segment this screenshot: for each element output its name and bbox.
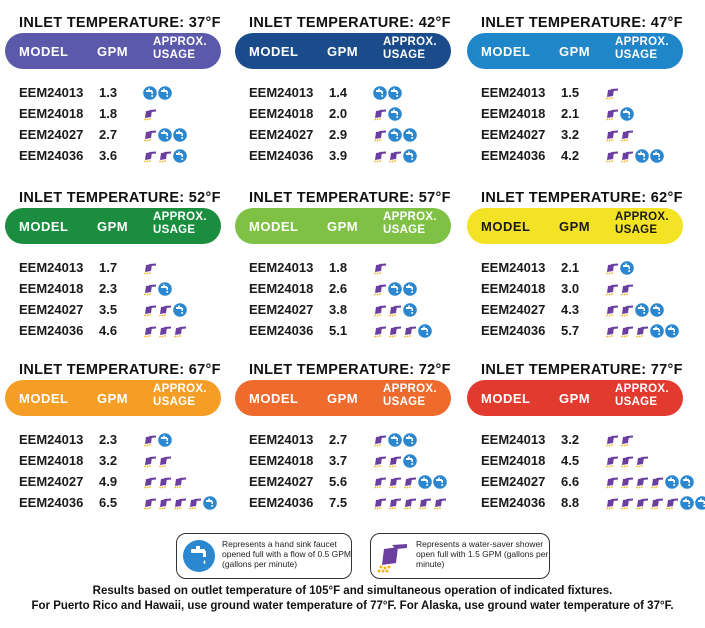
shower-icon — [605, 149, 619, 163]
gpm-cell: 4.6 — [99, 323, 118, 338]
model-cell: EEM24036 — [481, 495, 546, 510]
usage-icons — [605, 149, 664, 163]
faucet-icon — [680, 475, 694, 489]
usage-icons — [373, 86, 402, 100]
temperature-panel — [467, 15, 683, 175]
shower-icon — [373, 303, 387, 317]
gpm-cell: 5.1 — [329, 323, 348, 338]
usage-icons — [143, 107, 157, 121]
shower-icon — [143, 303, 157, 317]
usage-icons — [605, 303, 664, 317]
faucet-icon — [650, 149, 664, 163]
header-model: MODEL — [249, 391, 299, 406]
faucet-icon — [665, 324, 679, 338]
gpm-cell: 4.3 — [561, 302, 580, 317]
model-cell: EEM24013 — [19, 260, 84, 275]
shower-icon — [143, 496, 157, 510]
shower-icon — [158, 496, 172, 510]
usage-icons — [143, 282, 172, 296]
model-cell: EEM24018 — [19, 106, 84, 121]
gpm-cell: 2.1 — [561, 106, 580, 121]
model-cell: EEM24013 — [481, 85, 546, 100]
usage-icons — [143, 496, 217, 510]
shower-icon — [173, 496, 187, 510]
header-gpm: GPM — [327, 391, 359, 406]
model-cell: EEM24036 — [19, 148, 84, 163]
shower-icon — [373, 324, 387, 338]
usage-icons — [605, 282, 634, 296]
shower-icon — [373, 475, 387, 489]
model-cell: EEM24018 — [249, 106, 314, 121]
header-pill — [5, 33, 221, 69]
usage-icons — [605, 454, 649, 468]
header-usage: APPROX. USAGE — [383, 36, 437, 61]
shower-icon — [173, 475, 187, 489]
temperature-panel — [5, 15, 221, 175]
shower-icon — [158, 303, 172, 317]
shower-icon — [143, 324, 157, 338]
gpm-cell: 2.3 — [99, 432, 118, 447]
faucet-icon — [403, 128, 417, 142]
header-gpm: GPM — [327, 219, 359, 234]
shower-icon — [605, 454, 619, 468]
header-gpm: GPM — [559, 219, 591, 234]
header-pill — [467, 208, 683, 244]
usage-icons — [373, 324, 432, 338]
shower-icon — [373, 282, 387, 296]
gpm-cell: 1.3 — [99, 85, 118, 100]
faucet-icon — [173, 149, 187, 163]
model-cell: EEM24027 — [249, 302, 314, 317]
usage-icons — [373, 433, 417, 447]
shower-icon — [388, 149, 402, 163]
usage-icons — [143, 475, 187, 489]
model-cell: EEM24036 — [19, 495, 84, 510]
note-line-1: Results based on outlet temperature of 105°F and simultaneous operation of indicated fixtures. — [92, 585, 613, 597]
shower-icon — [650, 496, 664, 510]
header-gpm: GPM — [97, 391, 129, 406]
faucet-icon — [695, 496, 705, 510]
model-cell: EEM24027 — [249, 127, 314, 142]
faucet-icon — [173, 303, 187, 317]
shower-icon — [605, 496, 619, 510]
temperature-panel — [5, 190, 221, 350]
gpm-cell: 5.6 — [329, 474, 348, 489]
legend-faucet — [176, 533, 352, 579]
shower-icon — [665, 496, 679, 510]
shower-icon — [620, 454, 634, 468]
header-pill — [467, 33, 683, 69]
gpm-cell: 5.7 — [561, 323, 580, 338]
header-pill — [5, 380, 221, 416]
shower-icon — [143, 149, 157, 163]
faucet-icon — [158, 282, 172, 296]
panel-title: INLET TEMPERATURE: 62°F — [481, 190, 683, 206]
usage-icons — [373, 303, 417, 317]
shower-icon — [605, 86, 619, 100]
shower-icon — [188, 496, 202, 510]
gpm-cell: 3.8 — [329, 302, 348, 317]
usage-icons — [143, 303, 187, 317]
gpm-cell: 1.5 — [561, 85, 580, 100]
shower-icon — [388, 475, 402, 489]
shower-icon — [620, 149, 634, 163]
model-cell: EEM24027 — [19, 474, 84, 489]
usage-icons — [373, 107, 402, 121]
panel-title: INLET TEMPERATURE: 52°F — [19, 190, 221, 206]
shower-icon — [373, 261, 387, 275]
shower-icon — [373, 128, 387, 142]
shower-icon — [620, 128, 634, 142]
shower-icon — [605, 433, 619, 447]
faucet-icon — [388, 107, 402, 121]
shower-icon — [388, 303, 402, 317]
usage-icons — [605, 324, 679, 338]
shower-icon — [620, 303, 634, 317]
legend-shower — [370, 533, 550, 579]
temperature-panel — [467, 362, 683, 522]
model-cell: EEM24018 — [249, 453, 314, 468]
shower-icon — [373, 149, 387, 163]
gpm-cell: 3.6 — [99, 148, 118, 163]
header-usage: APPROX. USAGE — [615, 211, 669, 236]
faucet-icon — [158, 433, 172, 447]
faucet-icon — [403, 433, 417, 447]
faucet-icon — [403, 149, 417, 163]
shower-icon — [433, 496, 447, 510]
usage-icons — [605, 475, 694, 489]
model-cell: EEM24013 — [481, 432, 546, 447]
usage-icons — [605, 496, 705, 510]
model-cell: EEM24018 — [481, 106, 546, 121]
shower-icon — [158, 454, 172, 468]
gpm-cell: 4.9 — [99, 474, 118, 489]
gpm-cell: 1.7 — [99, 260, 118, 275]
gpm-cell: 2.3 — [99, 281, 118, 296]
model-cell: EEM24013 — [249, 432, 314, 447]
shower-icon — [143, 475, 157, 489]
header-model: MODEL — [249, 219, 299, 234]
gpm-cell: 1.8 — [99, 106, 118, 121]
model-cell: EEM24013 — [19, 432, 84, 447]
faucet-icon — [158, 86, 172, 100]
shower-icon — [143, 454, 157, 468]
usage-icons — [373, 282, 417, 296]
shower-icon — [605, 324, 619, 338]
shower-icon — [605, 475, 619, 489]
header-pill — [235, 380, 451, 416]
shower-icon — [403, 496, 417, 510]
panel-title: INLET TEMPERATURE: 47°F — [481, 15, 683, 31]
faucet-icon — [182, 539, 216, 573]
faucet-icon — [403, 282, 417, 296]
shower-icon — [403, 324, 417, 338]
shower-icon — [418, 496, 432, 510]
faucet-icon — [388, 128, 402, 142]
faucet-icon — [650, 303, 664, 317]
faucet-icon — [403, 303, 417, 317]
model-cell: EEM24027 — [19, 302, 84, 317]
model-cell: EEM24018 — [19, 453, 84, 468]
header-gpm: GPM — [97, 219, 129, 234]
header-usage: APPROX. USAGE — [153, 383, 207, 408]
shower-icon — [373, 454, 387, 468]
usage-icons — [143, 433, 172, 447]
model-cell: EEM24027 — [481, 127, 546, 142]
temperature-panel — [467, 190, 683, 350]
usage-icons — [373, 496, 447, 510]
faucet-icon — [143, 86, 157, 100]
usage-icons — [605, 107, 634, 121]
model-cell: EEM24027 — [481, 302, 546, 317]
panel-title: INLET TEMPERATURE: 42°F — [249, 15, 451, 31]
header-gpm: GPM — [327, 44, 359, 59]
faucet-icon — [388, 433, 402, 447]
header-model: MODEL — [481, 44, 531, 59]
shower-icon — [403, 475, 417, 489]
header-model: MODEL — [249, 44, 299, 59]
shower-icon — [143, 282, 157, 296]
model-cell: EEM24018 — [481, 453, 546, 468]
usage-icons — [143, 454, 172, 468]
gpm-cell: 8.8 — [561, 495, 580, 510]
header-model: MODEL — [19, 219, 69, 234]
faucet-icon — [665, 475, 679, 489]
header-usage: APPROX. USAGE — [153, 211, 207, 236]
header-usage: APPROX. USAGE — [615, 36, 669, 61]
faucet-icon — [403, 454, 417, 468]
shower-icon — [143, 107, 157, 121]
gpm-cell: 2.6 — [329, 281, 348, 296]
model-cell: EEM24036 — [481, 148, 546, 163]
temperature-panel — [235, 190, 451, 350]
faucet-icon — [620, 261, 634, 275]
header-usage: APPROX. USAGE — [153, 36, 207, 61]
gpm-cell: 6.6 — [561, 474, 580, 489]
shower-icon — [605, 303, 619, 317]
gpm-cell: 2.0 — [329, 106, 348, 121]
shower-icon — [143, 261, 157, 275]
faucet-icon — [158, 128, 172, 142]
shower-icon — [143, 128, 157, 142]
usage-icons — [143, 86, 172, 100]
model-cell: EEM24036 — [249, 323, 314, 338]
model-cell: EEM24027 — [249, 474, 314, 489]
shower-icon — [605, 282, 619, 296]
model-cell: EEM24018 — [19, 281, 84, 296]
temperature-panel — [5, 362, 221, 522]
shower-icon — [173, 324, 187, 338]
header-pill — [5, 208, 221, 244]
shower-icon — [635, 496, 649, 510]
faucet-icon — [680, 496, 694, 510]
shower-icon — [388, 454, 402, 468]
model-cell: EEM24018 — [249, 281, 314, 296]
shower-icon — [158, 324, 172, 338]
shower-icon — [620, 282, 634, 296]
header-usage: APPROX. USAGE — [615, 383, 669, 408]
usage-icons — [605, 128, 634, 142]
gpm-cell: 3.2 — [99, 453, 118, 468]
model-cell: EEM24013 — [249, 260, 314, 275]
gpm-cell: 1.8 — [329, 260, 348, 275]
header-usage: APPROX. USAGE — [383, 383, 437, 408]
panel-title: INLET TEMPERATURE: 72°F — [249, 362, 451, 378]
header-gpm: GPM — [559, 44, 591, 59]
shower-icon — [376, 539, 410, 573]
shower-icon — [158, 149, 172, 163]
faucet-icon — [433, 475, 447, 489]
faucet-icon — [373, 86, 387, 100]
shower-icon — [158, 475, 172, 489]
shower-icon — [373, 107, 387, 121]
header-model: MODEL — [19, 391, 69, 406]
header-usage: APPROX. USAGE — [383, 211, 437, 236]
legend-shower-text: Represents a water-saver shower open full with 1.5 GPM (gallons per minute) — [416, 539, 549, 569]
gpm-cell: 4.2 — [561, 148, 580, 163]
usage-icons — [143, 324, 187, 338]
gpm-cell: 2.1 — [561, 260, 580, 275]
model-cell: EEM24036 — [249, 148, 314, 163]
shower-icon — [635, 475, 649, 489]
model-cell: EEM24013 — [19, 85, 84, 100]
faucet-icon — [418, 475, 432, 489]
gpm-cell: 3.9 — [329, 148, 348, 163]
gpm-cell: 1.4 — [329, 85, 348, 100]
usage-icons — [605, 261, 634, 275]
gpm-cell: 2.7 — [329, 432, 348, 447]
usage-icons — [605, 433, 634, 447]
gpm-cell: 2.9 — [329, 127, 348, 142]
temperature-panel — [235, 15, 451, 175]
panel-title: INLET TEMPERATURE: 67°F — [19, 362, 221, 378]
usage-icons — [143, 128, 187, 142]
usage-icons — [373, 261, 387, 275]
faucet-icon — [635, 303, 649, 317]
faucet-icon — [418, 324, 432, 338]
shower-icon — [605, 128, 619, 142]
faucet-icon — [635, 149, 649, 163]
shower-icon — [620, 324, 634, 338]
gpm-cell: 4.5 — [561, 453, 580, 468]
shower-icon — [605, 107, 619, 121]
model-cell: EEM24036 — [249, 495, 314, 510]
usage-icons — [373, 128, 417, 142]
gpm-cell: 3.0 — [561, 281, 580, 296]
header-model: MODEL — [481, 219, 531, 234]
gpm-cell: 6.5 — [99, 495, 118, 510]
faucet-icon — [388, 282, 402, 296]
shower-icon — [620, 475, 634, 489]
shower-icon — [388, 496, 402, 510]
shower-icon — [373, 433, 387, 447]
panel-title: INLET TEMPERATURE: 77°F — [481, 362, 683, 378]
faucet-icon — [650, 324, 664, 338]
model-cell: EEM24013 — [249, 85, 314, 100]
shower-icon — [635, 324, 649, 338]
shower-icon — [605, 261, 619, 275]
header-gpm: GPM — [97, 44, 129, 59]
shower-icon — [635, 454, 649, 468]
header-pill — [235, 208, 451, 244]
usage-icons — [605, 86, 619, 100]
legend-faucet-text: Represents a hand sink faucet opened full with a flow of 0.5 GPM (gallons per minute) — [222, 539, 351, 569]
model-cell: EEM24036 — [19, 323, 84, 338]
gpm-cell: 2.7 — [99, 127, 118, 142]
header-pill — [235, 33, 451, 69]
shower-icon — [650, 475, 664, 489]
model-cell: EEM24013 — [481, 260, 546, 275]
shower-icon — [373, 496, 387, 510]
panel-title: INLET TEMPERATURE: 37°F — [19, 15, 221, 31]
shower-icon — [388, 324, 402, 338]
gpm-cell: 3.2 — [561, 432, 580, 447]
note-line-2: For Puerto Rico and Hawaii, use ground water temperature of 77°F. For Alaska, use ground water temperature of 37°F. — [31, 600, 674, 612]
model-cell: EEM24027 — [19, 127, 84, 142]
model-cell: EEM24027 — [481, 474, 546, 489]
usage-icons — [143, 149, 187, 163]
temperature-panel — [235, 362, 451, 522]
faucet-icon — [388, 86, 402, 100]
shower-icon — [620, 433, 634, 447]
usage-icons — [373, 149, 417, 163]
panel-title: INLET TEMPERATURE: 57°F — [249, 190, 451, 206]
usage-icons — [373, 475, 447, 489]
header-model: MODEL — [19, 44, 69, 59]
shower-icon — [620, 496, 634, 510]
shower-icon — [143, 433, 157, 447]
header-model: MODEL — [481, 391, 531, 406]
faucet-icon — [173, 128, 187, 142]
usage-icons — [373, 454, 417, 468]
faucet-icon — [203, 496, 217, 510]
header-pill — [467, 380, 683, 416]
header-gpm: GPM — [559, 391, 591, 406]
usage-icons — [143, 261, 157, 275]
gpm-cell: 3.7 — [329, 453, 348, 468]
model-cell: EEM24036 — [481, 323, 546, 338]
model-cell: EEM24018 — [481, 281, 546, 296]
gpm-cell: 7.5 — [329, 495, 348, 510]
gpm-cell: 3.5 — [99, 302, 118, 317]
gpm-cell: 3.2 — [561, 127, 580, 142]
faucet-icon — [620, 107, 634, 121]
